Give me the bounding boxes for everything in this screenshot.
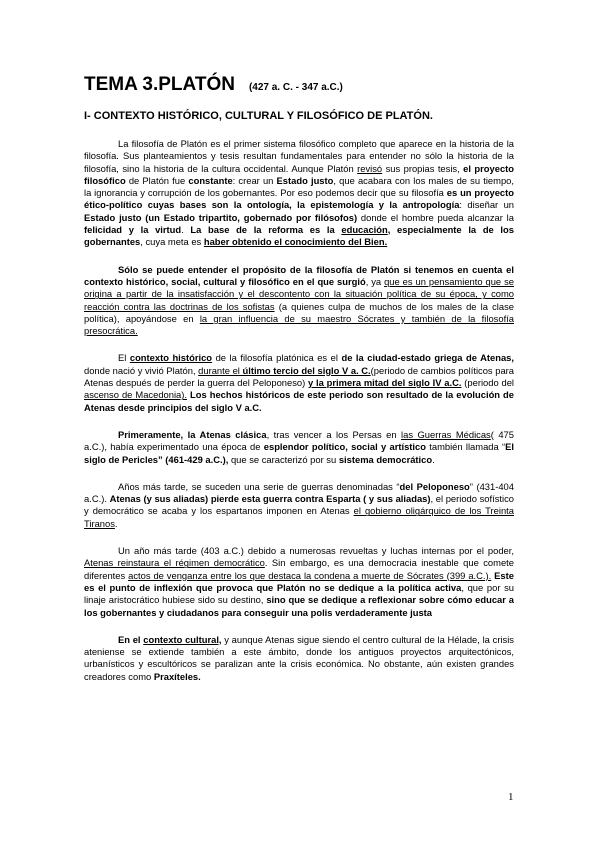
paragraph-5: Años más tarde, se suceden una serie de guerras denominadas “del Peloponeso” (431-404 a.C.). Atenas (y sus aliadas) pierde esta guerra contra Esparta ( y sus aliadas), el periodo sofístico y democrático se acaba y los espartanos imponen en Atenas el gobierno oligárquico de los Treinta Tiranos. [84,480,514,529]
paragraph-6: Un año más tarde (403 a.C.) debido a numerosas revueltas y luchas internas por el poder, Atenas reinstaura el régimen democrático. Sin embargo, es una democracia inestable que comete diferentes actos de venganza entre los que destaca la condena a muerte de Sócrates (399 a.C.). Este es el punto de inflexión que provoca que Platón no se dedique a la política activa, que por su linaje aristocrático hubiese sido su destino, sino que se dedique a reflexionar sobre cómo educar a los gobernantes y ciudadanos para conseguir una polis verdaderamente justa [84,545,514,618]
document-page [84,74,514,698]
paragraph-7: En el contexto cultural, y aunque Atenas sigue siendo el centro cultural de la Hélade, la crisis ateniense se extiende también a este ámbito, donde los antiguos proyectos arquitectónicos, urbanísticos y escultóricos se paralizan ante la crisis económica. No obstante, aún existen grandes creadores como Praxíteles. [84,633,514,682]
page-number: 1 [508,791,514,803]
paragraph-1: La filosofía de Platón es el primer sistema filosófico completo que aparece en la historia de la filosofía. Sus planteamientos y tesis resultan fundamentales para entender no sólo la historia de la filosofía, sino la historia de la cultura occidental. Aunque Platón revisó sus propias tesis, el proyecto filosófico de Platón fue constante: crear un Estado justo, que acabara con los males de su tiempo, la ignorancia y corrupción de los gobernantes. Por eso podemos decir que su filosofía es un proyecto ético-político cuyas bases son la ontología, la epistemología y la antropología: diseñar un Estado justo (un Estado tripartito, gobernado por filósofos) donde el hombre pueda alcanzar la felicidad y la virtud. La base de la reforma es la educación, especialmente la de los gobernantes, cuya meta es haber obtenido el conocimiento del Bien. [84,138,515,248]
paragraph-4: Primeramente, la Atenas clásica, tras vencer a los Persas en las Guerras Médicas( 475 a.C.), había experimentado una época de esplendor político, social y artístico también llamada “El siglo de Pericles” (461-429 a.C.), que se caracterizó por su sistema democrático. [84,428,514,465]
title-text: TEMA 3.PLATÓN [84,74,235,95]
page-title [84,74,514,96]
section-title: I- CONTEXTO HISTÓRICO, CULTURAL Y FILOSÓFICO DE PLATÓN. [84,110,433,122]
title-dates: (427 a. C. - 347 a.C.) [248,82,343,93]
paragraph-2: Sólo se puede entender el propósito de la filosofía de Platón si tenemos en cuenta el contexto histórico, social, cultural y filosófico en el que surgió, ya que es un pensamiento que se origina a partir de la insatisfacción y el descontento con la situación política de su época, y como reacción contra las doctrinas de los sofistas (a quienes culpa de muchos de los males de la clase política), apoyándose en la gran influencia de su maestro Sócrates y también de la filosofía presocrática. [84,263,514,337]
paragraph-3: El contexto histórico de la filosofía platónica es el de la ciudad-estado griega de Atenas, donde nació y vivió Platón, durante el último tercio del siglo V a. C.(periodo de cambios políticos para Atenas después de perder la guerra del Peloponeso) y la primera mitad del siglo IV a.C. (periodo del ascenso de Macedonia). Los hechos históricos de este periodo son resultado de la evolución de Atenas desde principios del siglo V a.C. [84,352,514,413]
